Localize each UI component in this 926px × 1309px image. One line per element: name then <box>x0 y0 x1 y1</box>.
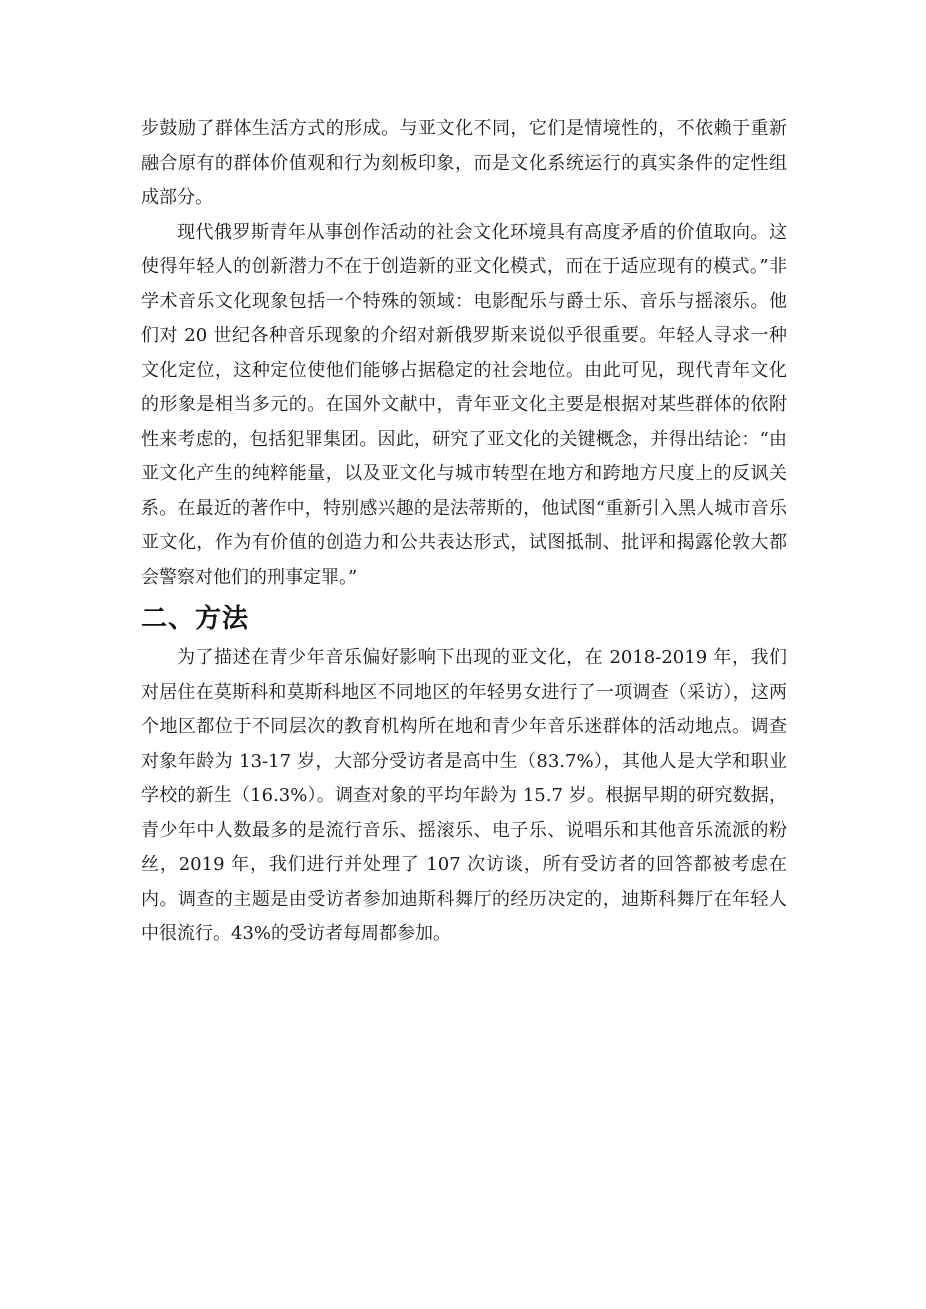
section-heading-methods: 二、方法 <box>141 604 250 634</box>
paragraph-continuation: 步鼓励了群体生活方式的形成。与亚文化不同，它们是情境性的，不依赖于重新融合原有的群体价值观和行为刻板印象，而是文化系统运行的真实条件的定性组成部分。 <box>141 118 787 208</box>
paragraph-youth-culture: 现代俄罗斯青年从事创作活动的社会文化环境具有高度矛盾的价值取向。这使得年轻人的创新潜力不在于创造新的亚文化模式，而在于适应现有的模式。”非学术音乐文化现象包括一个特殊的领域：电影配乐与爵士乐、音乐与摇滚乐。他们对 20 世纪各种音乐现象的介绍对新俄罗斯来说似乎很重要。年轻人寻求一种文化定位，这种定位使他们能够占据稳定的社会地位。由此可见，现代青年文化的形象是相当多元的。在国外文献中，青年亚文化主要是根据对某些群体的依附性来考虑的，包括犯罪集团。因此，研究了亚文化的关键概念，并得出结论：“由亚文化产生的纯粹能量，以及亚文化与城市转型在地方和跨地方尺度上的反讽关系。在最近的著作中，特别感兴趣的是法蒂斯的，他试图“重新引入黑人城市音乐亚文化，作为有价值的创造力和公共表达形式，试图抵制、批评和揭露伦敦大都会警察对他们的刑事定罪。” <box>141 221 787 588</box>
document-body <box>141 112 787 952</box>
paragraph-methods: 为了描述在青少年音乐偏好影响下出现的亚文化，在 2018-2019 年，我们对居住在莫斯科和莫斯科地区不同地区的年轻男女进行了一项调查（采访），这两个地区都位于不同层次的教育机构所在地和青少年音乐迷群体的活动地点。调查对象年龄为 13-17 岁，大部分受访者是高中生（83.7%），其他人是大学和职业学校的新生（16.3%）。调查对象的平均年龄为 15.7 岁。根据早期的研究数据，青少年中人数最多的是流行音乐、摇滚乐、电子乐、说唱乐和其他音乐流派的粉丝，2019 年，我们进行并处理了 107 次访谈，所有受访者的回答都被考虑在内。调查的主题是由受访者参加迪斯科舞厅的经历决定的，迪斯科舞厅在年轻人中很流行。43%的受访者每周都参加。 <box>141 647 787 944</box>
